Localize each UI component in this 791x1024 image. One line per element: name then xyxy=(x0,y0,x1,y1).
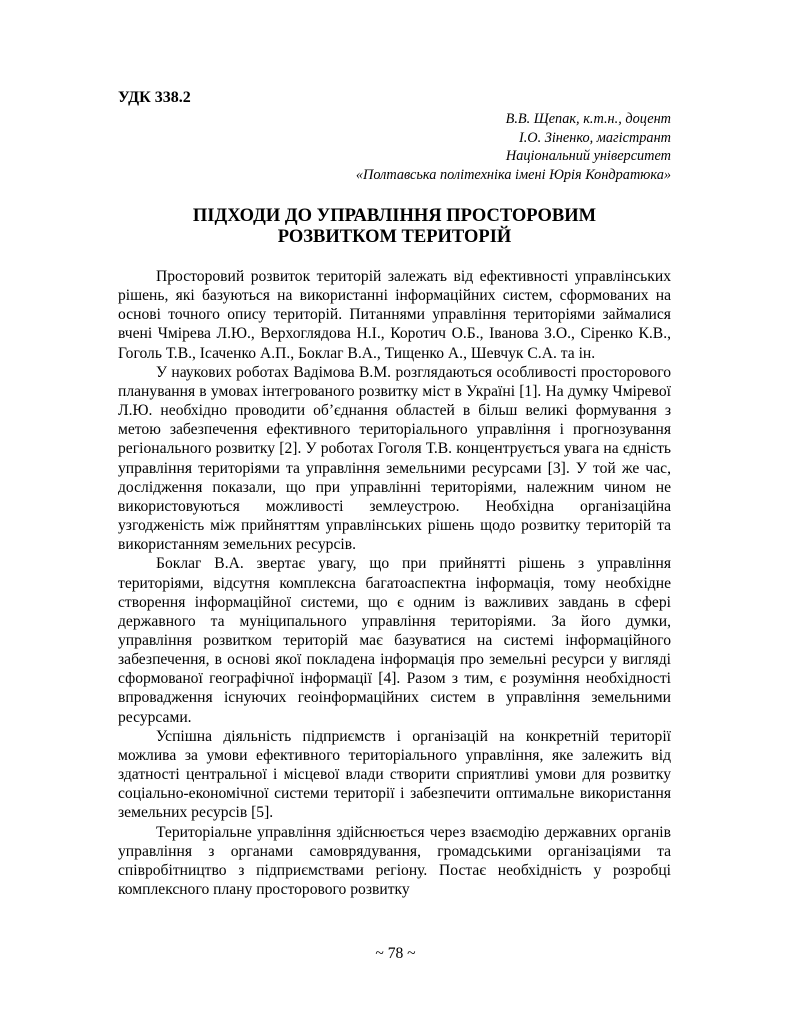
body-paragraph-4: Успішна діяльність підприємств і організацій на конкретній території можлива за умови ефективного територіального управління, яке залежить від здатності центральної і місцевої влади створити сприятливі умови для розвитку соціально-економічної системи території і забезпечити оптимальне використання земельних ресурсів [5]. xyxy=(118,727,671,822)
body-paragraph-5: Територіальне управління здійснюється через взаємодію державних органів управління з органами самоврядування, громадськими організаціями та співробітництво з підприємствами регіону. Постає необхідність у розробці комплексного плану просторового розвитку xyxy=(118,823,671,898)
body-paragraph-1: Просторовий розвиток територій залежать від ефективності управлінських рішень, які базуються на використанні інформаційних систем, сформованих на основі точного опису територій. Питаннями управління територіями займалися вчені Чмірева Л.Ю., Верхоглядова Н.І., Коротич О.Б., Іванова З.О., Сіренко К.В., Гоголь Т.В., Ісаченко А.П., Боклаг В.А., Тищенко А., Шевчук С.А. та ін. xyxy=(118,268,671,362)
paper-body xyxy=(118,267,671,899)
paper-title xyxy=(118,206,671,247)
udk-code: УДК 338.2 xyxy=(118,89,191,106)
author-line-1: В.В. Щепак, к.т.н., доцент xyxy=(505,111,671,127)
paper-page xyxy=(118,88,671,899)
author-line-2: І.О. Зіненко, магістрант xyxy=(518,129,671,146)
affiliation-line-2: «Полтавська політехніка імені Юрія Кондратюка» xyxy=(355,166,671,183)
page-number: ~ 78 ~ xyxy=(375,945,416,962)
author-block xyxy=(118,110,671,184)
affiliation-line-1: Національний університет xyxy=(505,148,671,164)
body-paragraph-3: Боклаг В.А. звертає увагу, що при прийнятті рішень з управління територіями, відсутня комплексна багатоаспектна інформація, тому необхідне створення інформаційної системи, що є одним із важливих завдань в сфері державного та муніципального управління територіями. За його думки, управління розвитком територій має базуватися на системі інформаційного забезпечення, в основі якої покладена інформація про земельні ресурси у вигляді сформованої географічної інформації [4]. Разом з тим, є розуміння необхідності впровадження існуючих геоінформаційних систем в управління земельними ресурсами. xyxy=(118,555,671,726)
body-paragraph-2: У наукових роботах Вадімова В.М. розглядаються особливості просторового планування в умовах інтегрованого розвитку міст в Україні [1]. На думку Чміревої Л.Ю. необхідно проводити об’єднання областей в більш великі формування з метою забезпечення ефективного територіального управління і прогнозування регіонального розвитку [2]. У роботах Гоголя Т.В. концентрується увага на єдність управління територіями та управління земельними ресурсами [3]. У той же час, дослідження показали, що при управлінні територіями, належним чином не використовуються можливості землеустрою. Необхідна організаційна узгодженість між прийняттям управлінських рішень щодо розвитку територій та використанням земельних ресурсів. xyxy=(118,363,671,554)
title-line-2: РОЗВИТКОМ ТЕРИТОРІЙ xyxy=(277,226,512,247)
title-line-1: ПІДХОДИ ДО УПРАВЛІННЯ ПРОСТОРОВИМ xyxy=(192,206,597,226)
